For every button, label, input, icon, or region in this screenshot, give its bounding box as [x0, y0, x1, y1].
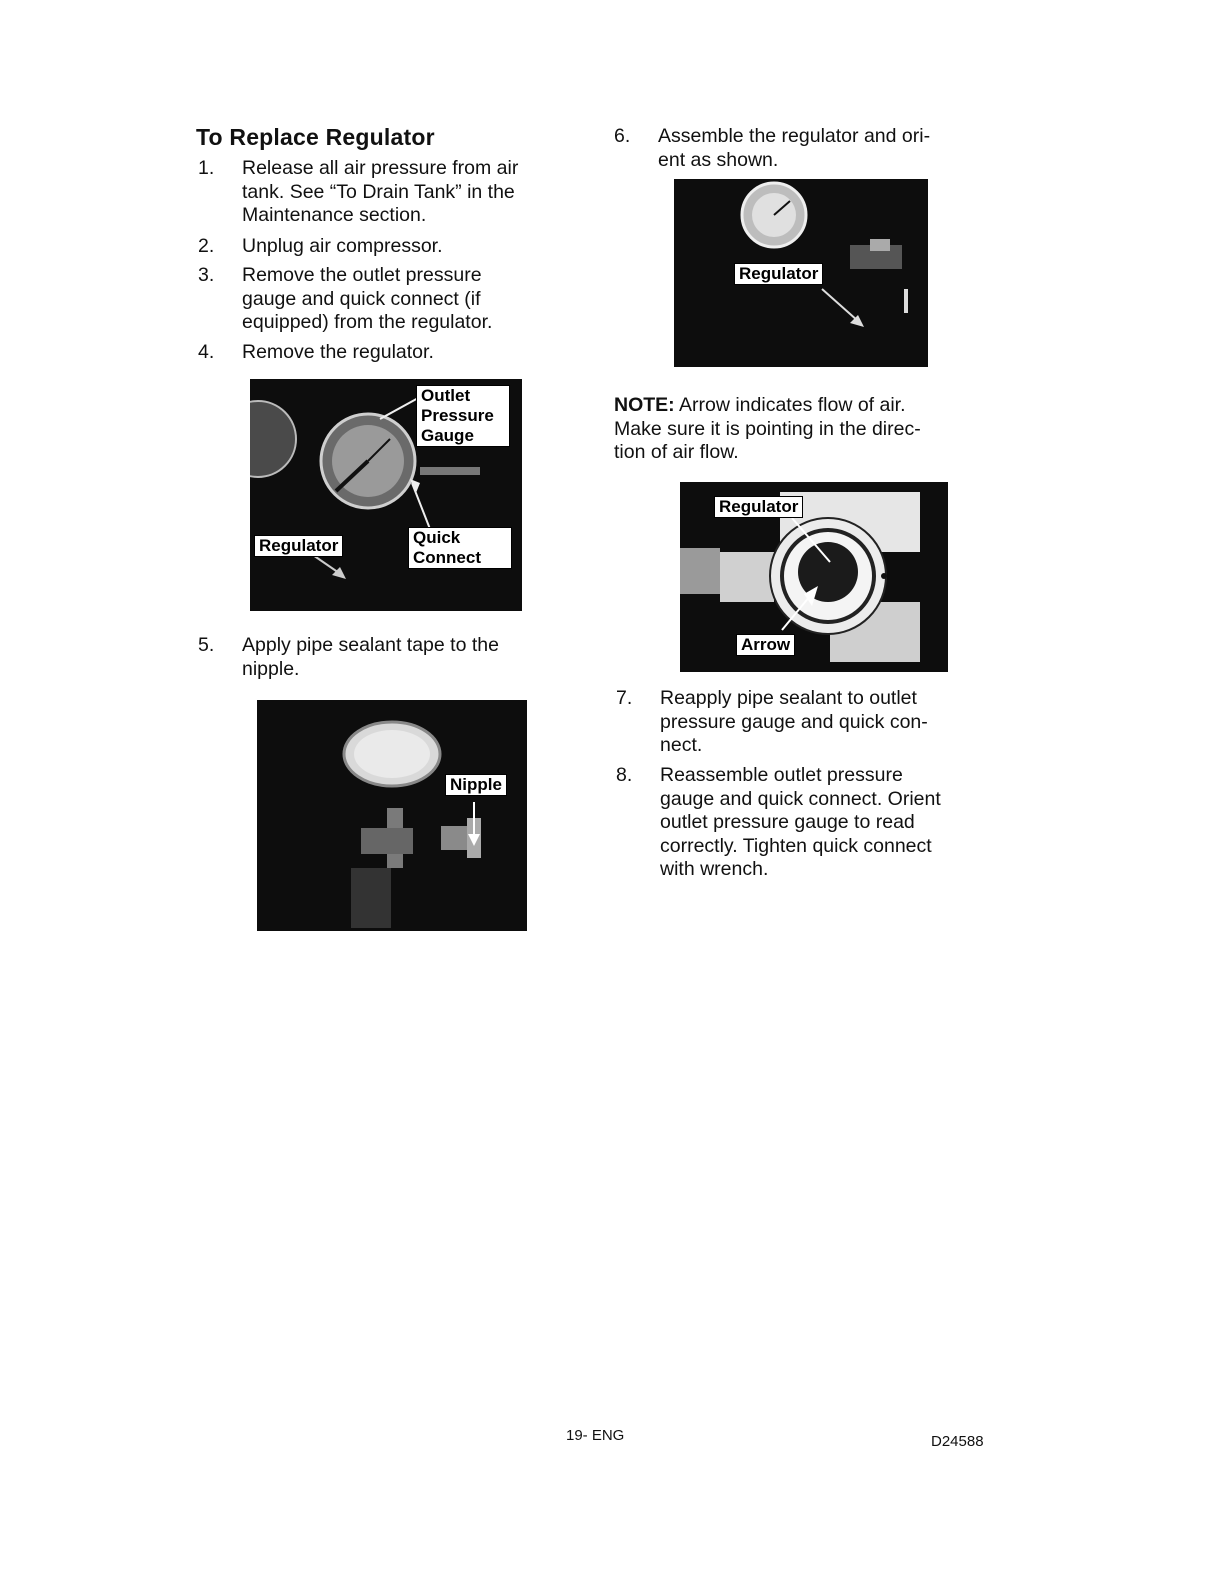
step-text-line: correctly. Tighten quick connect: [660, 834, 932, 857]
step-text-line: nipple.: [242, 657, 300, 680]
step-8: [616, 764, 1016, 884]
page-number: 19- ENG: [566, 1427, 625, 1444]
label-regulator: Regulator: [734, 263, 823, 285]
label-arrow: Arrow: [736, 634, 795, 656]
step-5: [198, 634, 578, 682]
step-3: [198, 264, 578, 336]
step-text-line: Apply pipe sealant tape to the: [242, 634, 499, 656]
note-lead: NOTE:: [614, 394, 675, 416]
step-6: [614, 125, 1004, 173]
label-outlet-pressure-gauge: Outlet Pressure Gauge: [416, 385, 510, 447]
step-1: [198, 157, 578, 229]
step-text-line: gauge and quick connect. Orient: [660, 787, 941, 810]
step-text-line: pressure gauge and quick con-: [660, 710, 928, 733]
step-7: [616, 687, 1006, 759]
step-number: 5.: [198, 634, 215, 656]
step-text-line: nect.: [660, 734, 703, 756]
step-number: 2.: [198, 235, 215, 257]
photo-regulator-assembly: [250, 379, 522, 611]
step-text-line: outlet pressure gauge to read: [660, 811, 915, 833]
label-quick-connect: Quick Connect: [408, 527, 512, 569]
note: [614, 394, 1004, 466]
step-text-line: Assemble the regulator and ori-: [658, 125, 931, 147]
step-text-line: Reassemble outlet pressure: [660, 764, 903, 786]
label-regulator: Regulator: [714, 496, 803, 518]
photo-regulator-orientation: [674, 179, 928, 367]
step-number: 7.: [616, 687, 633, 709]
step-text-line: gauge and quick connect (if: [242, 287, 481, 310]
step-text-line: Maintenance section.: [242, 204, 427, 226]
step-text-line: Reapply pipe sealant to outlet: [660, 687, 917, 709]
step-number: 3.: [198, 264, 215, 286]
photo-illustration: [257, 700, 527, 931]
step-text-line: Release all air pressure from air: [242, 157, 519, 179]
photo-regulator-arrow: [680, 482, 948, 672]
step-4: [198, 341, 578, 365]
step-text-line: ent as shown.: [658, 148, 779, 171]
step-text-line: with wrench.: [660, 858, 769, 880]
step-number: 4.: [198, 341, 215, 363]
step-number: 1.: [198, 157, 215, 179]
step-text-line: tank. See “To Drain Tank” in the: [242, 180, 515, 203]
step-text-line: Remove the outlet pressure: [242, 264, 482, 286]
step-text-line: Unplug air compressor.: [242, 235, 443, 257]
step-number: 6.: [614, 125, 631, 147]
section-heading: To Replace Regulator: [196, 124, 435, 150]
document-code: D24588: [931, 1433, 984, 1450]
note-text-line: tion of air flow.: [614, 441, 739, 463]
step-number: 8.: [616, 764, 633, 786]
note-text-line: Arrow indicates flow of air.: [674, 394, 906, 416]
note-text-line: Make sure it is pointing in the direc-: [614, 417, 921, 440]
label-nipple: Nipple: [445, 774, 507, 796]
label-regulator: Regulator: [254, 535, 343, 557]
step-text-line: Remove the regulator.: [242, 341, 434, 363]
step-2: [198, 235, 578, 259]
photo-nipple: [257, 700, 527, 931]
step-text-line: equipped) from the regulator.: [242, 311, 493, 333]
